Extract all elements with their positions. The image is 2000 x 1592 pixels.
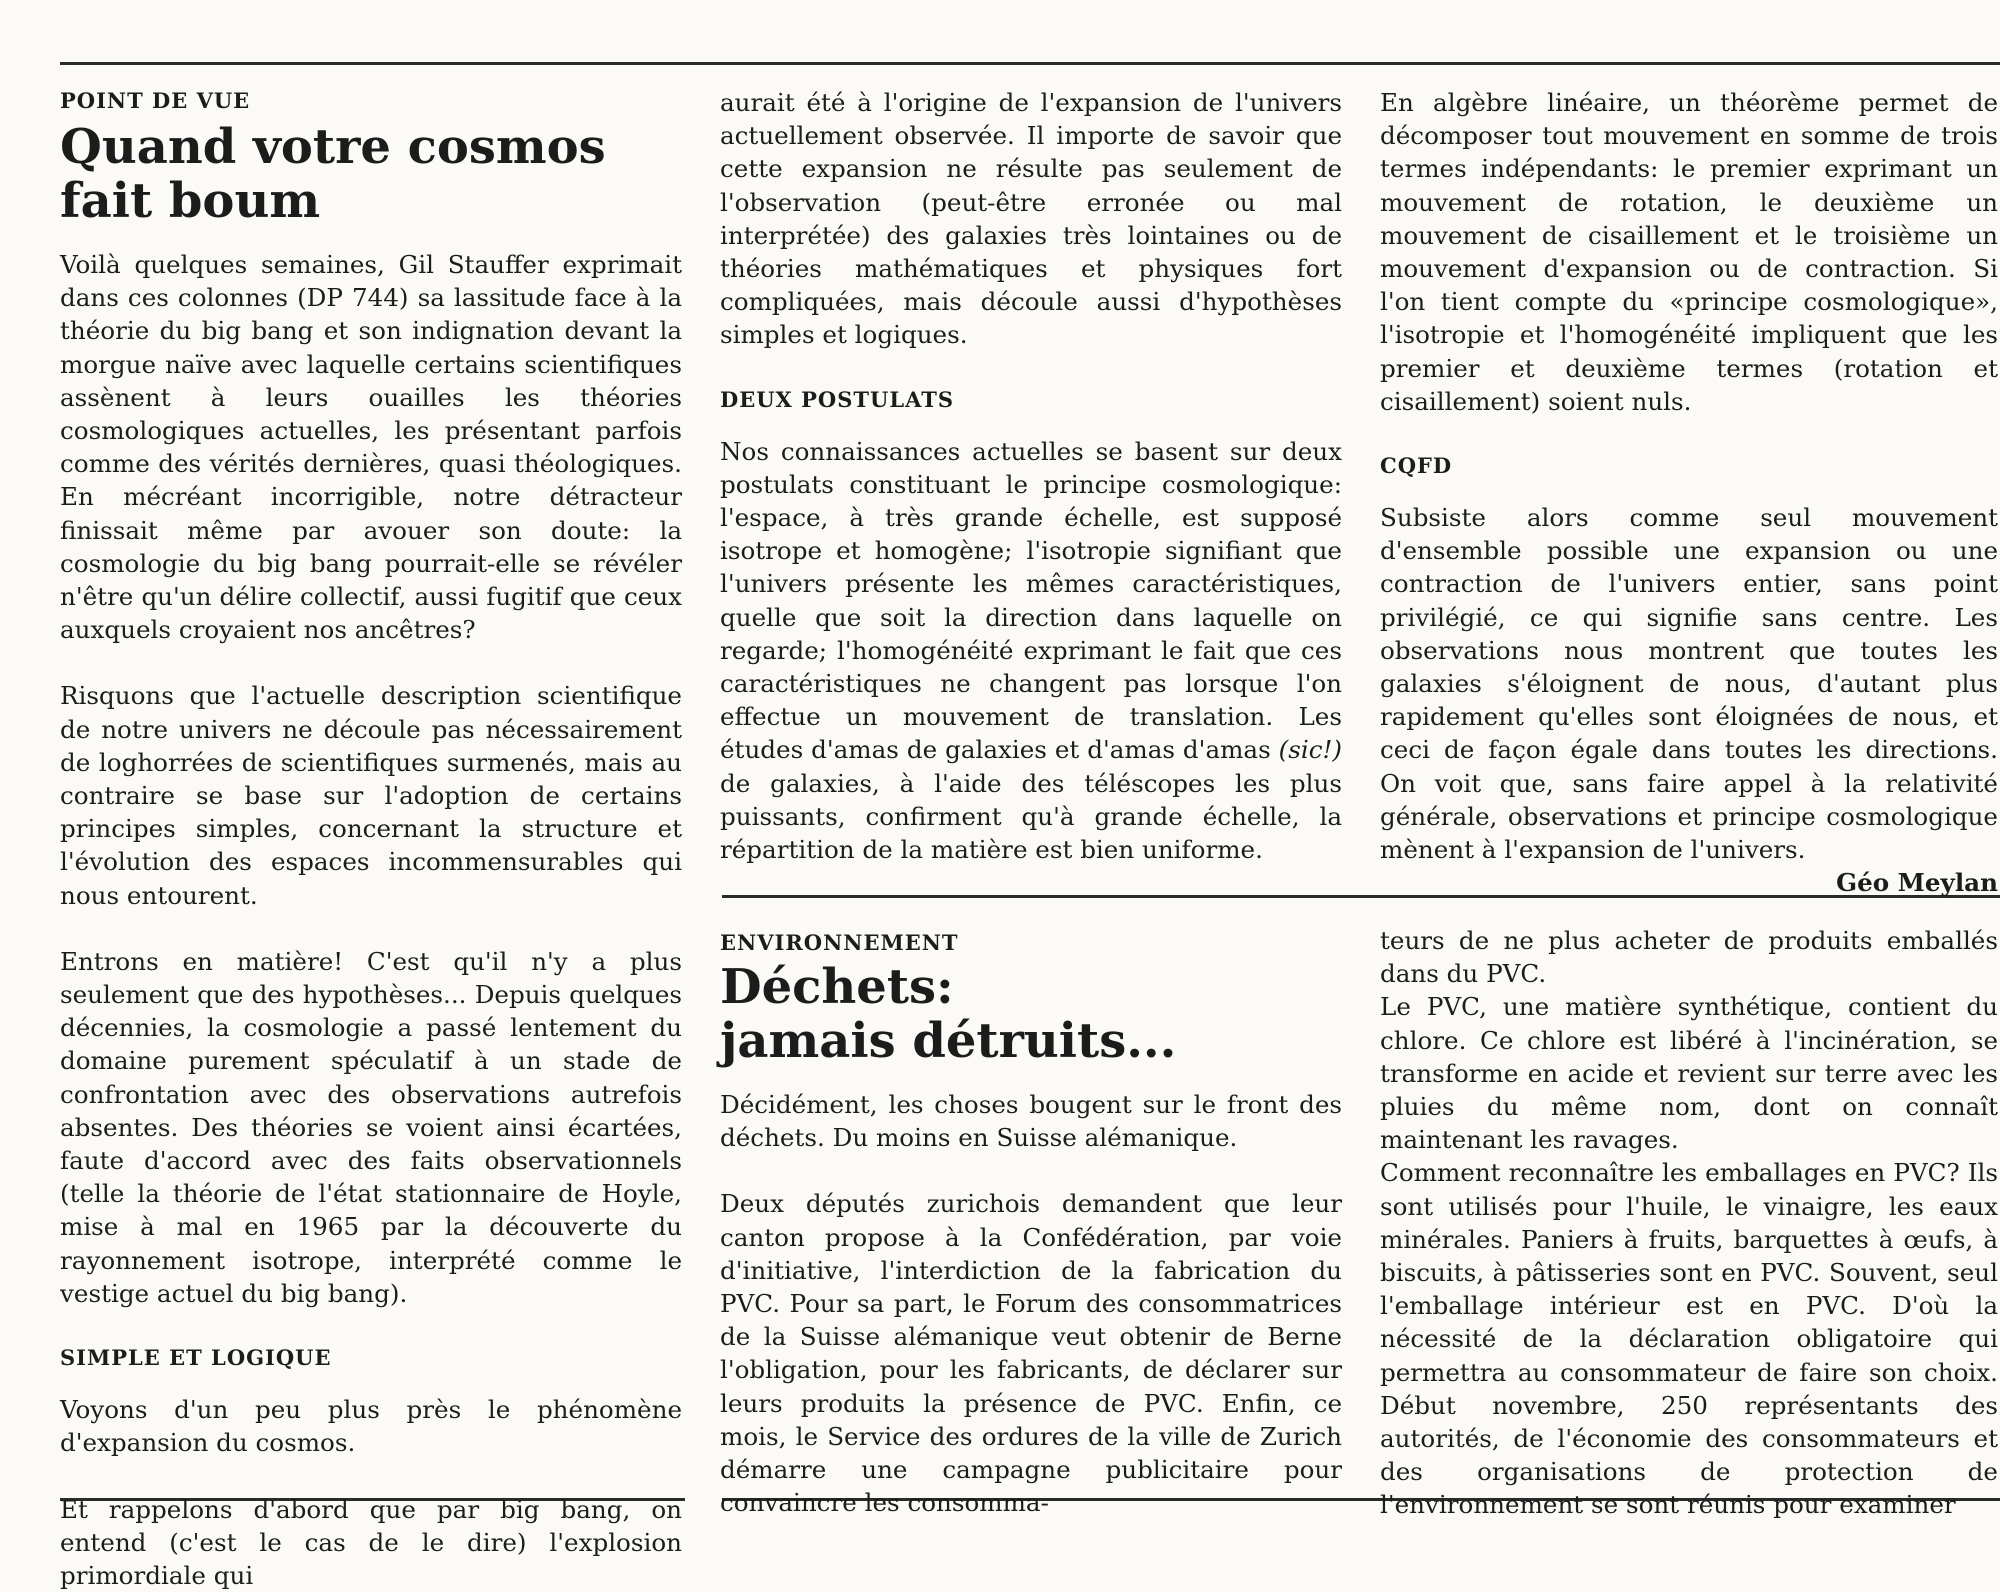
article1-signature: Géo Meylan	[1380, 866, 1998, 899]
article1-paragraph: Risquons que l'actuelle description scientifique de notre univers ne découle pas nécessairement de loghorrées de scientifiques surmenés, mais au contraire se base sur l'adoption de certains principes simples, concernant la structure et l'évolution des espaces incommensurables qui nous entourent.	[60, 679, 682, 911]
article1-kicker: POINT DE VUE	[60, 86, 682, 116]
article2-title	[720, 960, 1342, 1068]
article1-paragraph: Subsiste alors comme seul mouvement d'ensemble possible une expansion ou une contraction de l'univers entier, sans point privilégié, ce qui signifie sans centre. Les observations nous montrent que toutes les galaxies s'éloignent de nous, d'autant plus rapidement qu'elles sont éloignées de nous, et ceci de façon égale dans toutes les directions. On voit que, sans faire appel à la relativité générale, observations et principe cosmologique mènent à l'expansion de l'univers.	[1380, 501, 1998, 866]
article1-column2	[720, 86, 1342, 866]
article2-title-line1: Déchets:	[720, 959, 954, 1015]
article1-title-line2: fait boum	[60, 173, 320, 229]
article1-title	[60, 120, 682, 228]
article2-paragraph: Le PVC, une matière synthétique, contient du chlore. Ce chlore est libéré à l'incinération, se transforme en acide et revient sur terre avec les pluies du même nom, dont on connaît maintenant les ravages.	[1380, 990, 1998, 1156]
article2-paragraph: Décidément, les choses bougent sur le front des déchets. Du moins en Suisse alémanique.	[720, 1088, 1342, 1154]
article1-paragraph: En algèbre linéaire, un théorème permet de décomposer tout mouvement en somme de trois termes indépendants: le premier exprimant un mouvement de rotation, le deuxième un mouvement de cisaillement et le troisième un mouvement d'expansion ou de contraction. Si l'on tient compte du «principe cosmologique», l'isotropie et l'homogénéité impliquent que les premier et deuxième termes (rotation et cisaillement) soient nuls.	[1380, 86, 1998, 418]
article1-column3	[1380, 86, 1998, 899]
postulats-text-a: Nos connaissances actuelles se basent sur deux postulats constituant le principe cosmologique: l'espace, à très grande échelle, est supposé isotrope et homogène; l'isotropie signifiant que l'univers présente les mêmes caractéristiques, quelle que soit la direction dans laquelle on regarde; l'homogénéité exprimant le fait que ces caractéristiques ne changent pas lorsque l'on effectue un mouvement de translation. Les études d'amas de galaxies et d'amas d'amas	[720, 437, 1342, 765]
article2-paragraph: Deux députés zurichois demandent que leur canton propose à la Confédération, par voie d'initiative, l'interdiction de la fabrication du PVC. Pour sa part, le Forum des consommatrices de la Suisse alémanique veut obtenir de Berne l'obligation, pour les fabricants, de déclarer sur leurs produits la présence de PVC. Enfin, ce mois, le Service des ordures de la ville de Zurich démarre une campagne publicitaire pour convaincre les consomma-	[720, 1187, 1342, 1519]
article2-paragraph: teurs de ne plus acheter de produits emballés dans du PVC.	[1380, 924, 1998, 990]
article1-paragraph: aurait été à l'origine de l'expansion de l'univers actuellement observée. Il importe de savoir que cette expansion ne résulte pas seulement de l'observation (peut-être erronée ou mal interprétée) des galaxies très lointaines ou de théories mathématiques et physiques fort compliquées, mais découle aussi d'hypothèses simples et logiques.	[720, 86, 1342, 352]
sic-annotation: (sic!)	[1279, 735, 1342, 764]
article1-subhead-cqfd: CQFD	[1380, 451, 1998, 481]
postulats-text-b: de galaxies, à l'aide des téléscopes les plus puissants, confirment qu'à grande échelle, la répartition de la matière est bien uniforme.	[720, 769, 1342, 864]
article1-subhead-simple: SIMPLE ET LOGIQUE	[60, 1343, 682, 1373]
article1-title-line1: Quand votre cosmos	[60, 119, 606, 175]
article1-paragraph: Entrons en matière! C'est qu'il n'y a plus seulement que des hypothèses... Depuis quelques décennies, la cosmologie a passé lentement du domaine purement spéculatif à un stade de confrontation avec des observations autrefois absentes. Des théories se voient ainsi écartées, faute d'accord avec des faits observationnels (telle la théorie de l'état stationnaire de Hoyle, mise à mal en 1965 par la découverte du rayonnement isotrope, interprété comme le vestige actuel du big bang).	[60, 945, 682, 1310]
article2-kicker: ENVIRONNEMENT	[720, 928, 1342, 958]
top-rule	[60, 62, 2000, 65]
article1-column1	[60, 86, 682, 1592]
article2-column2	[1380, 924, 1998, 1522]
article1-paragraph: Voilà quelques semaines, Gil Stauffer exprimait dans ces colonnes (DP 744) sa lassitude face à la théorie du big bang et son indignation devant la morgue naïve avec laquelle certains scientifiques assènent à leurs ouailles les théories cosmologiques actuelles, les présentant parfois comme des vérités dernières, quasi théologiques. En mécréant incorrigible, notre détracteur finissait même par avouer son doute: la cosmologie du big bang pourrait-elle se révéler n'être qu'un délire collectif, aussi fugitif que ceux auxquels croyaient nos ancêtres?	[60, 248, 682, 646]
article2-column1	[720, 928, 1342, 1519]
article2-title-line2: jamais détruits...	[720, 1013, 1176, 1069]
article1-subhead-postulats: DEUX POSTULATS	[720, 385, 1342, 415]
article1-paragraph: Voyons d'un peu plus près le phénomène d'expansion du cosmos.	[60, 1393, 682, 1459]
article2-paragraph: Comment reconnaître les emballages en PVC? Ils sont utilisés pour l'huile, le vinaigre, les eaux minérales. Paniers à fruits, barquettes à œufs, à biscuits, à pâtisseries sont en PVC. Souvent, seul l'emballage intérieur est en PVC. D'où la nécessité de la déclaration obligatoire qui permettra au consommateur de faire son choix. Début novembre, 250 représentants des autorités, de l'économie des consommateurs et des organisations de protection de l'environnement se sont réunis pour examiner	[1380, 1156, 1998, 1521]
article1-paragraph: Et rappelons d'abord que par big bang, on entend (c'est le cas de le dire) l'explosion primordiale qui	[60, 1493, 682, 1592]
article1-paragraph-postulats	[720, 435, 1342, 867]
